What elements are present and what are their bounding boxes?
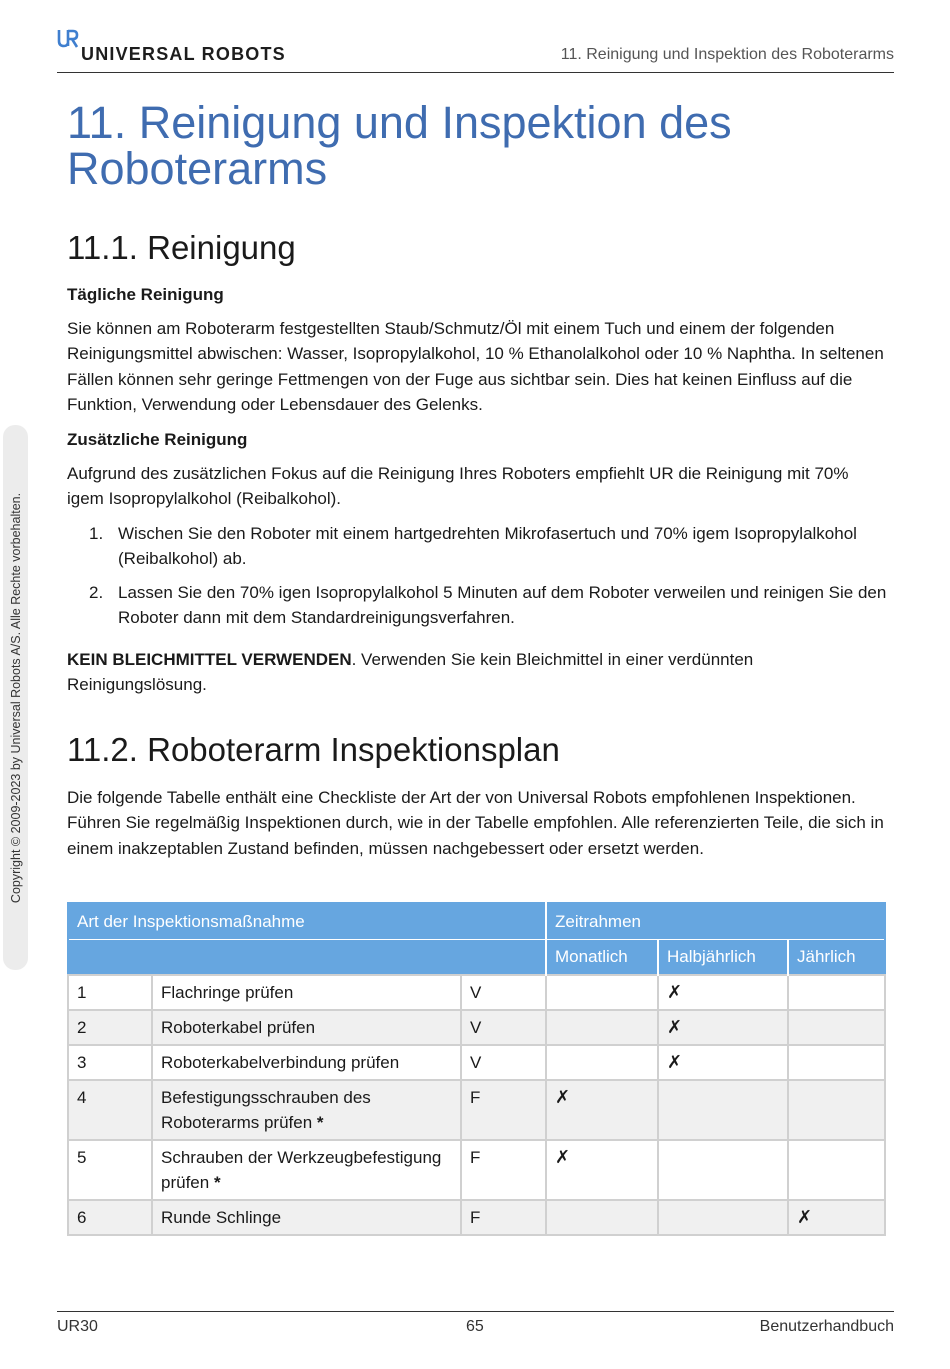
table-row xyxy=(68,1010,885,1045)
bleach-warning xyxy=(67,647,887,698)
row-description: Roboterkabel prüfen xyxy=(152,1010,461,1045)
header-half-yearly: Halbjährlich xyxy=(658,940,788,976)
row-monthly xyxy=(546,1045,658,1080)
row-yearly: ✗ xyxy=(788,1200,885,1235)
row-number: 5 xyxy=(68,1140,152,1200)
row-type: V xyxy=(461,975,546,1010)
table-row xyxy=(68,1080,885,1140)
ur-logo-icon xyxy=(57,29,79,49)
row-yearly xyxy=(788,1080,885,1140)
row-yearly xyxy=(788,975,885,1010)
list-text: Lassen Sie den 70% igen Isopropylalkohol 5 Minuten auf dem Roboter verweilen und reinigen Sie den Roboter dann mit dem Standardreinigungsverfahren. xyxy=(118,583,887,628)
copyright-text: Copyright © 2009-2023 by Universal Robots A/S. Alle Rechte vorbehalten. xyxy=(9,492,23,904)
row-number: 4 xyxy=(68,1080,152,1140)
row-footnote-star: * xyxy=(316,1113,324,1132)
row-half-yearly xyxy=(658,1140,788,1200)
row-description xyxy=(152,1140,461,1200)
extra-cleaning-text: Aufgrund des zusätzlichen Fokus auf die Reinigung Ihres Roboters empfiehlt UR die Reinigung mit 70% igem Isopropylalkohol (Reibalkohol). xyxy=(67,464,849,509)
row-yearly xyxy=(788,1010,885,1045)
row-half-yearly xyxy=(658,1080,788,1140)
row-description-text: Schrauben der Werkzeugbefestigung prüfen xyxy=(161,1148,442,1192)
row-description: Flachringe prüfen xyxy=(152,975,461,1010)
table-row xyxy=(68,1200,885,1235)
row-yearly xyxy=(788,1045,885,1080)
row-description: Roboterkabelverbindung prüfen xyxy=(152,1045,461,1080)
row-monthly: ✗ xyxy=(546,1140,658,1200)
extra-cleaning-heading: Zusätzliche Reinigung xyxy=(67,430,248,449)
row-number: 2 xyxy=(68,1010,152,1045)
row-footnote-star: * xyxy=(213,1173,221,1192)
section-title-cleaning: 11.1. Reinigung xyxy=(67,229,296,266)
header-timeframe: Zeitrahmen xyxy=(546,903,885,940)
row-half-yearly: ✗ xyxy=(658,1010,788,1045)
row-description: Runde Schlinge xyxy=(152,1200,461,1235)
bleach-warning-text: . Verwenden Sie kein Bleichmittel in einer verdünnten Reinigungslösung. xyxy=(67,650,754,695)
list-number: 1. xyxy=(89,524,104,543)
row-monthly: ✗ xyxy=(546,1080,658,1140)
row-type: V xyxy=(461,1045,546,1080)
row-monthly xyxy=(546,1010,658,1045)
row-number: 1 xyxy=(68,975,152,1010)
table-row xyxy=(68,975,885,1010)
daily-cleaning-heading: Tägliche Reinigung xyxy=(67,285,224,304)
row-type: F xyxy=(461,1200,546,1235)
header-monthly: Monatlich xyxy=(546,940,658,976)
row-number: 6 xyxy=(68,1200,152,1235)
section-title-inspection: 11.2. Roboterarm Inspektionsplan xyxy=(67,731,560,768)
inspection-table xyxy=(67,902,886,1236)
table-row xyxy=(68,1045,885,1080)
header-action: Art der Inspektionsmaßnahme xyxy=(68,903,546,940)
row-type: F xyxy=(461,1140,546,1200)
row-description xyxy=(152,1080,461,1140)
daily-cleaning-text: Sie können am Roboterarm festgestellten Staub/Schmutz/Öl mit einem Tuch und einem der folgenden Reinigungsmittel abwischen: Wasser, Isopropylalkohol, 10 % Ethanolalkohol oder 10 % Naphtha. In seltenen Fällen können sehr geringe Fettmengen von der Fuge aus sichtbar sein. Dies hat keinen Einfluss auf die Funktion, Verwendung oder Lebensdauer des Gelenks. xyxy=(67,319,884,415)
header-yearly: Jährlich xyxy=(788,940,885,976)
header-blank xyxy=(68,940,546,976)
row-type: V xyxy=(461,1010,546,1045)
row-monthly xyxy=(546,1200,658,1235)
running-header-title: 11. Reinigung und Inspektion des Roboterarms xyxy=(560,46,894,63)
row-monthly xyxy=(546,975,658,1010)
bleach-warning-bold: KEIN BLEICHMITTEL VERWENDEN xyxy=(67,650,352,669)
row-half-yearly: ✗ xyxy=(658,1045,788,1080)
list-text: Wischen Sie den Roboter mit einem hartgedrehten Mikrofasertuch und 70% igem Isopropylalkohol (Reibalkohol) ab. xyxy=(118,524,857,569)
chapter-title: 11. Reinigung und Inspektion des Roboterarms xyxy=(67,97,732,194)
row-yearly xyxy=(788,1140,885,1200)
list-number: 2. xyxy=(89,583,104,602)
row-type: F xyxy=(461,1080,546,1140)
row-half-yearly xyxy=(658,1200,788,1235)
page-footer xyxy=(57,1311,894,1342)
row-half-yearly: ✗ xyxy=(658,975,788,1010)
row-number: 3 xyxy=(68,1045,152,1080)
footer-manual-title: Benutzerhandbuch xyxy=(759,1318,894,1335)
logo-wordmark: UNIVERSAL ROBOTS xyxy=(81,44,286,64)
inspection-intro: Die folgende Tabelle enthält eine Checkliste der Art der von Universal Robots empfohlenen Inspektionen. Führen Sie regelmäßig Inspektionen durch, wie in der Tabelle empfohlen. Alle referenzierten Teile, die sich in einem inakzeptablen Zustand befinden, müssen nachgebessert oder ersetzt werden. xyxy=(67,788,884,858)
row-description-text: Befestigungsschrauben des Roboterarms prüfen xyxy=(161,1088,371,1132)
page-number: 65 xyxy=(466,1318,484,1335)
page-header xyxy=(57,28,894,73)
footer-model: UR30 xyxy=(57,1318,98,1335)
table-row xyxy=(68,1140,885,1200)
